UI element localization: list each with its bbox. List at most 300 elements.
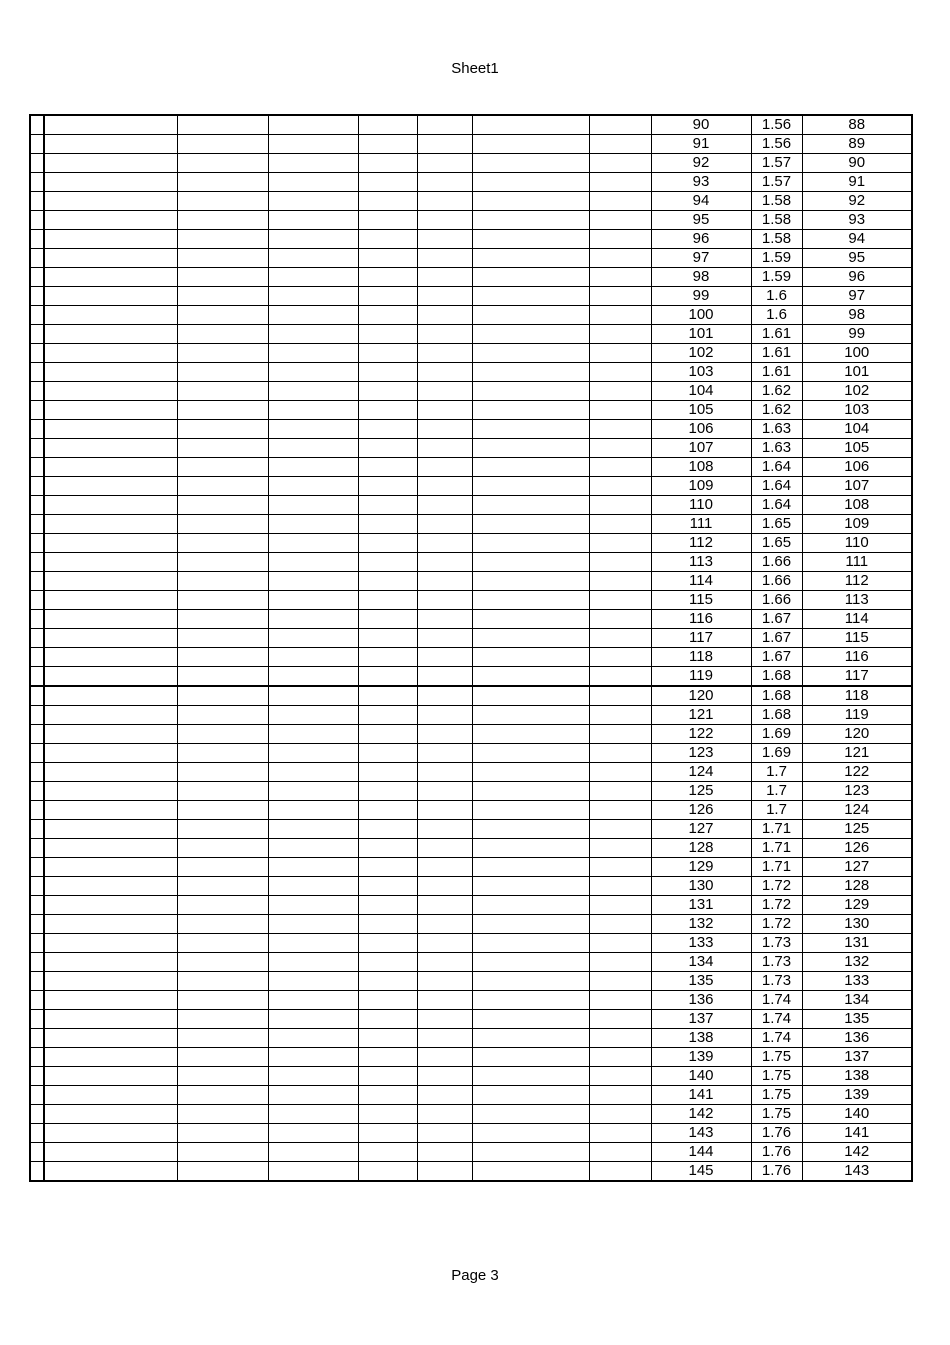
empty-cell [472, 648, 589, 667]
empty-cell [417, 572, 472, 591]
empty-cell [358, 1143, 417, 1162]
value-cell: 90 [802, 154, 912, 173]
empty-cell [358, 744, 417, 763]
empty-cell [44, 610, 177, 629]
value-cell: 100 [802, 344, 912, 363]
empty-cell [268, 648, 358, 667]
empty-cell [358, 420, 417, 439]
empty-cell [30, 458, 44, 477]
empty-cell [30, 991, 44, 1010]
value-cell: 1.73 [751, 934, 802, 953]
empty-cell [589, 534, 651, 553]
empty-cell [358, 763, 417, 782]
table-row [30, 363, 912, 382]
empty-cell [589, 1010, 651, 1029]
empty-cell [358, 325, 417, 344]
empty-cell [268, 820, 358, 839]
empty-cell [417, 1010, 472, 1029]
empty-cell [358, 363, 417, 382]
empty-cell [589, 382, 651, 401]
empty-cell [417, 858, 472, 877]
empty-cell [268, 477, 358, 496]
empty-cell [30, 915, 44, 934]
table-row [30, 648, 912, 667]
empty-cell [417, 230, 472, 249]
value-cell: 118 [802, 686, 912, 706]
empty-cell [589, 515, 651, 534]
empty-cell [589, 1029, 651, 1048]
empty-cell [268, 249, 358, 268]
empty-cell [268, 268, 358, 287]
empty-cell [44, 1067, 177, 1086]
value-cell: 1.66 [751, 553, 802, 572]
empty-cell [44, 268, 177, 287]
empty-cell [589, 325, 651, 344]
empty-cell [358, 972, 417, 991]
table-row [30, 763, 912, 782]
value-cell: 1.67 [751, 648, 802, 667]
empty-cell [268, 363, 358, 382]
value-cell: 140 [802, 1105, 912, 1124]
table-row [30, 591, 912, 610]
value-cell: 1.68 [751, 706, 802, 725]
value-cell: 122 [802, 763, 912, 782]
empty-cell [268, 230, 358, 249]
empty-cell [358, 934, 417, 953]
empty-cell [268, 553, 358, 572]
empty-cell [472, 115, 589, 135]
value-cell: 116 [802, 648, 912, 667]
empty-cell [30, 629, 44, 648]
empty-cell [30, 1086, 44, 1105]
empty-cell [177, 553, 268, 572]
table-row [30, 230, 912, 249]
empty-cell [358, 211, 417, 230]
value-cell: 128 [802, 877, 912, 896]
empty-cell [268, 667, 358, 687]
empty-cell [177, 725, 268, 744]
empty-cell [44, 629, 177, 648]
value-cell: 1.75 [751, 1067, 802, 1086]
value-cell: 122 [651, 725, 751, 744]
empty-cell [30, 1105, 44, 1124]
empty-cell [417, 667, 472, 687]
empty-cell [177, 268, 268, 287]
empty-cell [268, 1029, 358, 1048]
empty-cell [44, 1048, 177, 1067]
value-cell: 112 [802, 572, 912, 591]
value-cell: 99 [651, 287, 751, 306]
empty-cell [268, 744, 358, 763]
empty-cell [417, 458, 472, 477]
value-cell: 93 [651, 173, 751, 192]
value-cell: 93 [802, 211, 912, 230]
empty-cell [44, 648, 177, 667]
value-cell: 125 [802, 820, 912, 839]
empty-cell [44, 458, 177, 477]
empty-cell [30, 1048, 44, 1067]
table-row [30, 496, 912, 515]
value-cell: 1.7 [751, 801, 802, 820]
empty-cell [177, 420, 268, 439]
empty-cell [268, 934, 358, 953]
table-row [30, 1124, 912, 1143]
empty-cell [589, 496, 651, 515]
empty-cell [417, 306, 472, 325]
value-cell: 110 [802, 534, 912, 553]
empty-cell [30, 268, 44, 287]
empty-cell [358, 477, 417, 496]
empty-cell [268, 1162, 358, 1182]
empty-cell [30, 858, 44, 877]
empty-cell [589, 610, 651, 629]
empty-cell [589, 915, 651, 934]
empty-cell [472, 896, 589, 915]
empty-cell [44, 192, 177, 211]
empty-cell [268, 496, 358, 515]
empty-cell [358, 1029, 417, 1048]
value-cell: 91 [651, 135, 751, 154]
empty-cell [358, 782, 417, 801]
value-cell: 143 [651, 1124, 751, 1143]
empty-cell [417, 382, 472, 401]
value-cell: 1.72 [751, 896, 802, 915]
empty-cell [589, 744, 651, 763]
empty-cell [44, 1010, 177, 1029]
empty-cell [30, 801, 44, 820]
value-cell: 1.63 [751, 420, 802, 439]
value-cell: 139 [651, 1048, 751, 1067]
empty-cell [177, 972, 268, 991]
empty-cell [472, 839, 589, 858]
empty-cell [177, 477, 268, 496]
empty-cell [417, 648, 472, 667]
value-cell: 1.71 [751, 839, 802, 858]
value-cell: 115 [802, 629, 912, 648]
empty-cell [30, 1029, 44, 1048]
table-body [30, 115, 912, 1181]
page-footer: Page 3 [451, 1267, 499, 1284]
empty-cell [472, 477, 589, 496]
table-row [30, 135, 912, 154]
empty-cell [177, 991, 268, 1010]
value-cell: 102 [651, 344, 751, 363]
empty-cell [358, 1048, 417, 1067]
empty-cell [30, 287, 44, 306]
empty-cell [417, 896, 472, 915]
empty-cell [589, 115, 651, 135]
empty-cell [30, 230, 44, 249]
empty-cell [44, 667, 177, 687]
value-cell: 100 [651, 306, 751, 325]
empty-cell [177, 934, 268, 953]
empty-cell [472, 496, 589, 515]
empty-cell [472, 934, 589, 953]
value-cell: 1.56 [751, 115, 802, 135]
empty-cell [268, 515, 358, 534]
empty-cell [589, 686, 651, 706]
empty-cell [589, 725, 651, 744]
table-row [30, 839, 912, 858]
empty-cell [268, 706, 358, 725]
table-row [30, 820, 912, 839]
empty-cell [30, 344, 44, 363]
empty-cell [268, 1010, 358, 1029]
empty-cell [44, 154, 177, 173]
empty-cell [177, 154, 268, 173]
empty-cell [177, 458, 268, 477]
value-cell: 113 [651, 553, 751, 572]
empty-cell [268, 858, 358, 877]
value-cell: 130 [802, 915, 912, 934]
empty-cell [358, 344, 417, 363]
value-cell: 96 [651, 230, 751, 249]
value-cell: 102 [802, 382, 912, 401]
empty-cell [417, 420, 472, 439]
value-cell: 88 [802, 115, 912, 135]
value-cell: 143 [802, 1162, 912, 1182]
empty-cell [30, 572, 44, 591]
empty-cell [417, 249, 472, 268]
value-cell: 105 [802, 439, 912, 458]
empty-cell [358, 553, 417, 572]
empty-cell [417, 725, 472, 744]
empty-cell [472, 763, 589, 782]
empty-cell [268, 953, 358, 972]
empty-cell [417, 801, 472, 820]
value-cell: 103 [802, 401, 912, 420]
empty-cell [472, 458, 589, 477]
value-cell: 128 [651, 839, 751, 858]
empty-cell [44, 363, 177, 382]
value-cell: 116 [651, 610, 751, 629]
value-cell: 98 [802, 306, 912, 325]
empty-cell [268, 1143, 358, 1162]
empty-cell [268, 534, 358, 553]
value-cell: 96 [802, 268, 912, 287]
empty-cell [30, 477, 44, 496]
value-cell: 1.66 [751, 572, 802, 591]
spreadsheet-table [29, 114, 913, 1182]
empty-cell [589, 173, 651, 192]
empty-cell [177, 325, 268, 344]
empty-cell [417, 991, 472, 1010]
empty-cell [30, 667, 44, 687]
table-row [30, 477, 912, 496]
empty-cell [589, 877, 651, 896]
empty-cell [30, 115, 44, 135]
value-cell: 129 [802, 896, 912, 915]
empty-cell [472, 382, 589, 401]
table-row [30, 325, 912, 344]
empty-cell [417, 439, 472, 458]
empty-cell [472, 629, 589, 648]
value-cell: 108 [651, 458, 751, 477]
empty-cell [358, 801, 417, 820]
empty-cell [30, 686, 44, 706]
empty-cell [44, 896, 177, 915]
value-cell: 1.75 [751, 1048, 802, 1067]
empty-cell [44, 1124, 177, 1143]
empty-cell [472, 1124, 589, 1143]
empty-cell [30, 610, 44, 629]
value-cell: 101 [651, 325, 751, 344]
empty-cell [30, 725, 44, 744]
table-row [30, 154, 912, 173]
value-cell: 99 [802, 325, 912, 344]
table-row [30, 782, 912, 801]
value-cell: 97 [651, 249, 751, 268]
table-row [30, 877, 912, 896]
empty-cell [472, 801, 589, 820]
empty-cell [177, 249, 268, 268]
empty-cell [44, 1143, 177, 1162]
empty-cell [417, 877, 472, 896]
table-row [30, 420, 912, 439]
value-cell: 1.66 [751, 591, 802, 610]
empty-cell [589, 953, 651, 972]
empty-cell [44, 591, 177, 610]
empty-cell [44, 211, 177, 230]
empty-cell [44, 953, 177, 972]
table-row [30, 686, 912, 706]
empty-cell [177, 877, 268, 896]
empty-cell [417, 268, 472, 287]
empty-cell [589, 648, 651, 667]
empty-cell [44, 534, 177, 553]
empty-cell [44, 877, 177, 896]
value-cell: 1.61 [751, 325, 802, 344]
value-cell: 109 [802, 515, 912, 534]
empty-cell [177, 686, 268, 706]
empty-cell [472, 572, 589, 591]
value-cell: 1.65 [751, 515, 802, 534]
table-row [30, 173, 912, 192]
value-cell: 121 [651, 706, 751, 725]
value-cell: 115 [651, 591, 751, 610]
value-cell: 94 [651, 192, 751, 211]
empty-cell [44, 972, 177, 991]
empty-cell [358, 1010, 417, 1029]
table-row [30, 953, 912, 972]
empty-cell [472, 915, 589, 934]
empty-cell [44, 744, 177, 763]
value-cell: 108 [802, 496, 912, 515]
empty-cell [472, 1029, 589, 1048]
value-cell: 132 [651, 915, 751, 934]
value-cell: 133 [651, 934, 751, 953]
empty-cell [177, 744, 268, 763]
empty-cell [30, 953, 44, 972]
value-cell: 1.72 [751, 877, 802, 896]
empty-cell [472, 725, 589, 744]
empty-cell [30, 553, 44, 572]
empty-cell [177, 572, 268, 591]
empty-cell [417, 934, 472, 953]
empty-cell [30, 744, 44, 763]
empty-cell [589, 135, 651, 154]
empty-cell [358, 1124, 417, 1143]
empty-cell [472, 135, 589, 154]
empty-cell [417, 1124, 472, 1143]
empty-cell [358, 991, 417, 1010]
empty-cell [358, 534, 417, 553]
empty-cell [358, 135, 417, 154]
empty-cell [177, 591, 268, 610]
empty-cell [44, 725, 177, 744]
empty-cell [177, 401, 268, 420]
empty-cell [44, 839, 177, 858]
table-row [30, 192, 912, 211]
empty-cell [44, 344, 177, 363]
value-cell: 1.73 [751, 972, 802, 991]
value-cell: 101 [802, 363, 912, 382]
value-cell: 1.64 [751, 496, 802, 515]
value-cell: 92 [651, 154, 751, 173]
value-cell: 110 [651, 496, 751, 515]
empty-cell [268, 439, 358, 458]
empty-cell [472, 553, 589, 572]
value-cell: 135 [802, 1010, 912, 1029]
value-cell: 106 [802, 458, 912, 477]
value-cell: 1.64 [751, 458, 802, 477]
empty-cell [44, 135, 177, 154]
empty-cell [177, 858, 268, 877]
table-row [30, 1086, 912, 1105]
empty-cell [30, 820, 44, 839]
empty-cell [589, 667, 651, 687]
empty-cell [177, 439, 268, 458]
empty-cell [30, 1067, 44, 1086]
empty-cell [472, 363, 589, 382]
empty-cell [417, 1086, 472, 1105]
empty-cell [177, 820, 268, 839]
empty-cell [417, 534, 472, 553]
table-row [30, 458, 912, 477]
value-cell: 119 [651, 667, 751, 687]
value-cell: 127 [802, 858, 912, 877]
empty-cell [472, 249, 589, 268]
empty-cell [268, 725, 358, 744]
empty-cell [417, 173, 472, 192]
empty-cell [589, 839, 651, 858]
empty-cell [177, 629, 268, 648]
value-cell: 135 [651, 972, 751, 991]
empty-cell [417, 629, 472, 648]
value-cell: 120 [802, 725, 912, 744]
empty-cell [358, 839, 417, 858]
table-row [30, 1105, 912, 1124]
table-row [30, 572, 912, 591]
empty-cell [177, 306, 268, 325]
value-cell: 112 [651, 534, 751, 553]
empty-cell [44, 249, 177, 268]
value-cell: 126 [651, 801, 751, 820]
empty-cell [30, 211, 44, 230]
empty-cell [177, 115, 268, 135]
value-cell: 1.69 [751, 725, 802, 744]
value-cell: 134 [651, 953, 751, 972]
empty-cell [589, 1143, 651, 1162]
empty-cell [358, 858, 417, 877]
empty-cell [589, 249, 651, 268]
empty-cell [472, 744, 589, 763]
value-cell: 98 [651, 268, 751, 287]
table-row [30, 1048, 912, 1067]
value-cell: 123 [802, 782, 912, 801]
empty-cell [417, 820, 472, 839]
empty-cell [30, 154, 44, 173]
